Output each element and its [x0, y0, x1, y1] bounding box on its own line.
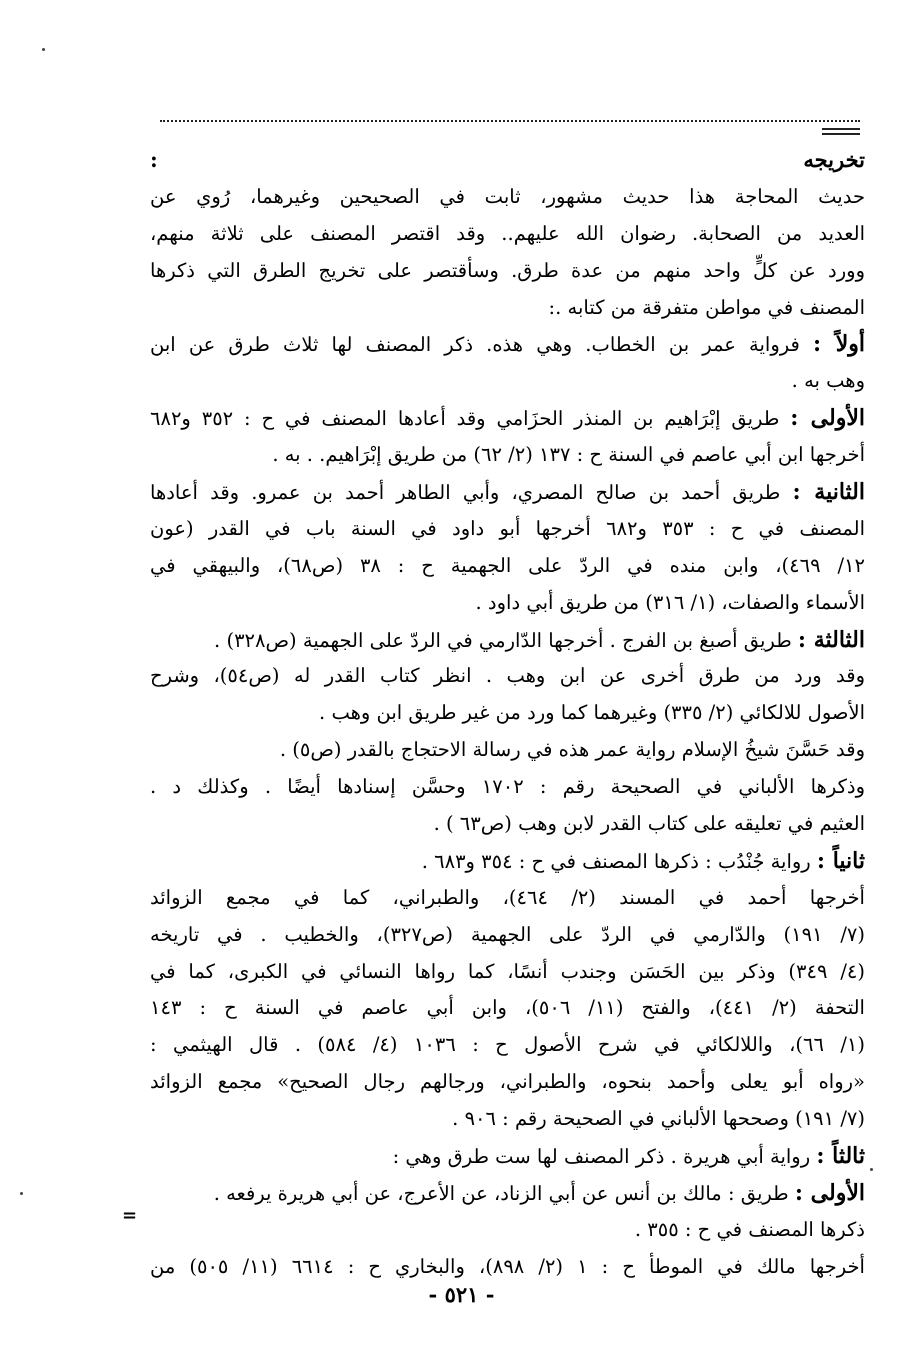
continuation-mark: = [122, 1205, 138, 1226]
scan-speck [870, 1168, 873, 1171]
line-text: رواية أبي هريرة . ذكر المصنف لها ست طرق وهي : [392, 1145, 817, 1169]
line-text: رواية جُنْدُب : ذكرها المصنف في ح : ٣٥٤ و٦٨٣ . [421, 849, 817, 873]
text-line [150, 954, 865, 991]
text-line [150, 326, 865, 363]
text-line [150, 437, 865, 474]
text-line [150, 1138, 865, 1175]
text-line [150, 806, 865, 843]
line-text: العثيم في تعليقه على كتاب القدر لابن وهب (ص٦٣ ) . [433, 812, 865, 836]
line-text: وقد حَسَّنَ شيخُ الإسلام رواية عمر هذه في رسالة الاحتجاج بالقدر (ص٥) . [279, 738, 865, 762]
line-text: أخرجها ابن أبي عاصم في السنة ح : ١٣٧ (٢/ ٦٢) من طريق إبْرَاهيم. . به . [272, 443, 865, 467]
text-line [150, 658, 865, 695]
text-line [150, 363, 865, 400]
line-text: وورد عن كلٍّ واحد منهم من عدة طرق. وسأقتصر على تخريج الطرق التي ذكرها [150, 258, 865, 282]
line-text: المصنف في ح : ٣٥٣ و٦٨٢ أخرجها أبو داود في السنة باب في القدر (عون [150, 516, 865, 540]
header-dotted-rule [160, 120, 860, 122]
page-number: - ٥٢١ - [428, 1282, 495, 1307]
text-line [150, 511, 865, 548]
text-line [150, 474, 865, 511]
text-line [150, 990, 865, 1027]
line-text: (٤/ ٣٤٩) وذكر بين الحَسَن وجندب أنسًا، كما رواها النسائي في الكبرى، كما في [150, 959, 865, 983]
line-text: طريق أحمد بن صالح المصري، وأبي الطاهر أحمد بن عمرو. وقد أعادها [150, 481, 793, 505]
line-lead: ثالثاً : [816, 1143, 865, 1170]
text-line [150, 1027, 865, 1064]
line-text: وهب به . [791, 369, 865, 393]
scan-speck [42, 48, 45, 51]
line-text: ذكرها المصنف في ح : ٣٥٥ . [634, 1217, 865, 1241]
line-text: وقد ورد من طرق أخرى عن ابن وهب . انظر كتاب القدر له (ص٥٤)، وشرح [150, 664, 865, 688]
text-line [150, 1175, 865, 1212]
line-text: وذكرها الألباني في الصحيحة رقم : ١٧٠٢ وحسَّن إسنادها أيضًا . وكذلك د . [150, 775, 865, 799]
line-text: العديد من الصحابة. رضوان الله عليهم.. وقد اقتصر المصنف على ثلاثة منهم، [150, 221, 865, 245]
line-text: أخرجها مالك في الموطأ ح : ١ (٢/ ٨٩٨)، والبخاري ح : ٦٦١٤ (١١/ ٥٠٥) من [150, 1254, 865, 1278]
text-line [150, 585, 865, 622]
section-heading: تخريجه : [150, 147, 865, 172]
line-lead: الثالثة : [797, 626, 865, 653]
line-text: (٧/ ١٩١) والدّارمي في الردّ على الجهمية (ص٣٢٧)، والخطيب . في تاريخه [150, 922, 865, 946]
line-lead: الثانية : [792, 479, 865, 506]
text-line [150, 216, 865, 253]
line-text: طريق : مالك بن أنس عن أبي الزناد، عن الأعرج، عن أبي هريرة يرفعه . [213, 1181, 795, 1205]
line-text: (٧/ ١٩١) وصححها الألباني في الصحيحة رقم : ٩٠٦ . [452, 1107, 865, 1131]
scan-speck [20, 1192, 23, 1195]
line-text: الأسماء والصفات، (١/ ٣١٦) من طريق أبي داود . [475, 590, 865, 614]
text-line [150, 1101, 865, 1138]
text-line [150, 1212, 865, 1249]
line-text: فرواية عمر بن الخطاب. وهي هذه. ذكر المصنف لها ثلاث طرق عن ابن [150, 333, 813, 357]
text-line [150, 843, 865, 880]
line-text: ١٢/ ٤٦٩)، وابن منده في الردّ على الجهمية ح : ٣٨ (ص٦٨)، والبيهقي في [150, 553, 865, 577]
text-line [150, 253, 865, 290]
text-line [150, 1249, 865, 1286]
text-line [150, 1064, 865, 1101]
text-line [150, 400, 865, 437]
text-line [150, 917, 865, 954]
line-lead: الأولى : [790, 405, 865, 432]
body-text [150, 142, 865, 1286]
line-lead: ثانياً : [816, 847, 865, 874]
line-text: طريق إبْرَاهيم بن المنذر الحزَامي وقد أعادها المصنف في ح : ٣٥٢ و٦٨٢ [150, 407, 791, 431]
header-solid-rule [822, 133, 860, 135]
line-text: التحفة (٢/ ٤٤١)، والفتح (١١/ ٥٠٦)، وابن أبي عاصم في السنة ح : ١٤٣ [150, 996, 865, 1020]
line-lead: الأولى : [794, 1179, 865, 1206]
text-line [150, 290, 865, 327]
line-text: المصنف في مواطن متفرقة من كتابه .: [548, 295, 865, 319]
line-text: أخرجها أحمد في المسند (٢/ ٤٦٤)، والطبراني، كما في مجمع الزوائد [150, 885, 865, 909]
text-line [150, 880, 865, 917]
line-text: حديث المحاجة هذا حديث مشهور، ثابت في الصحيحين وغيرهما، رُوي عن [150, 184, 865, 208]
text-line [150, 548, 865, 585]
header-solid-rule [822, 128, 860, 130]
line-text: (١/ ٦٦)، واللالكائي في شرح الأصول ح : ١٠٣٦ (٤/ ٥٨٤) . قال الهيثمي : [150, 1033, 865, 1057]
line-text: الأصول للالكائي (٢/ ٣٣٥) وغيرهما كما ورد من غير طريق ابن وهب . [319, 701, 865, 725]
text-line [150, 179, 865, 216]
text-line [150, 769, 865, 806]
line-lead: أولاً : [812, 331, 865, 358]
line-text: طريق أصبغ بن الفرج . أخرجها الدّارمي في الردّ على الجهمية (ص٣٢٨) . [214, 628, 798, 652]
text-line [150, 695, 865, 732]
text-line [150, 732, 865, 769]
text-lines [150, 179, 865, 1286]
line-text: «رواه أبو يعلى وأحمد بنحوه، والطبراني، ورجالهم رجال الصحيح» مجمع الزوائد [150, 1070, 865, 1094]
text-line [150, 622, 865, 659]
